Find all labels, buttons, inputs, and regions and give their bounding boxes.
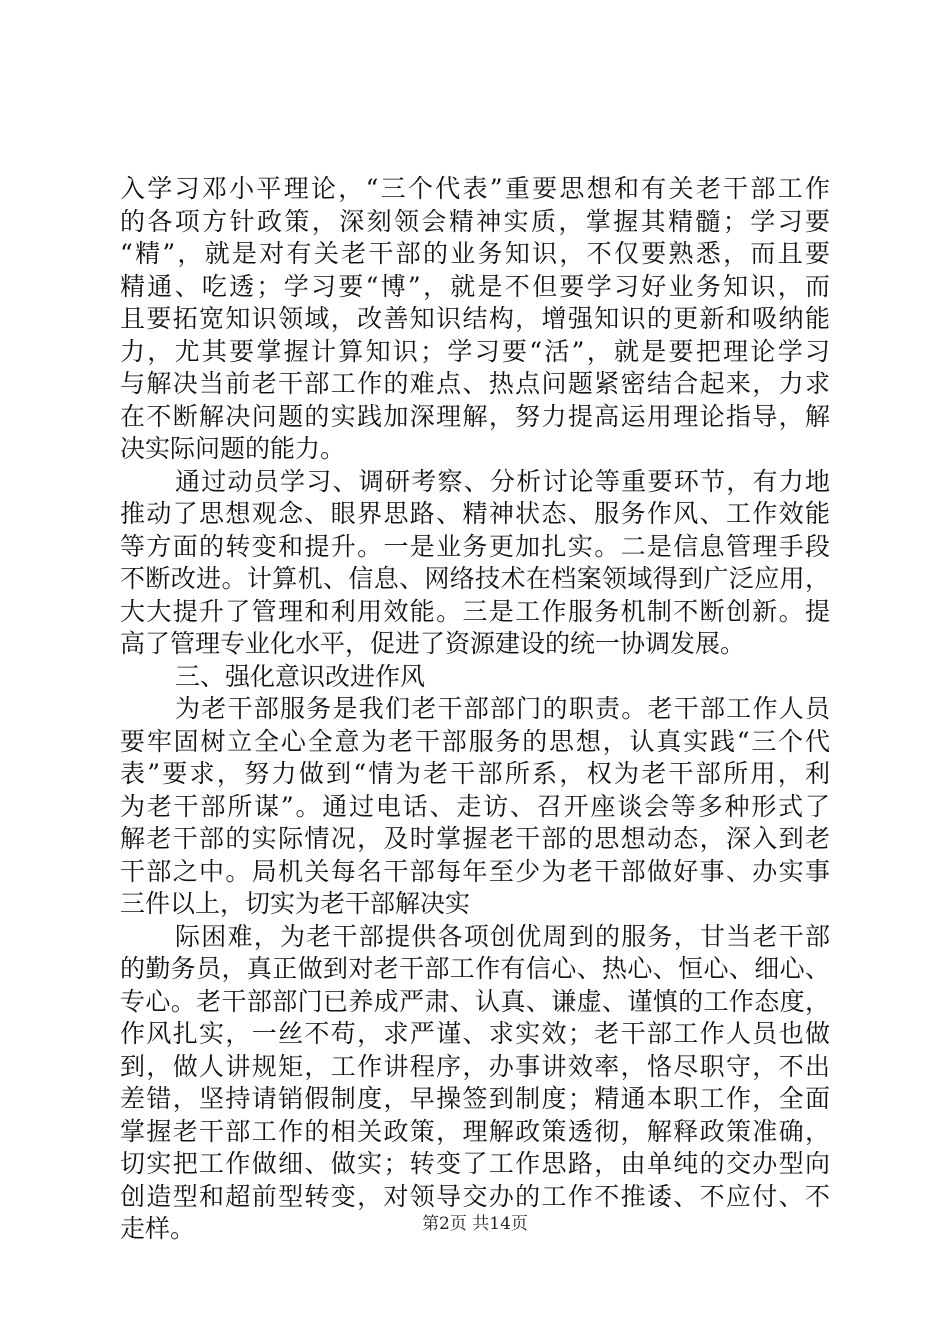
text-line: 入学习邓小平理论，“三个代表”重要思想和有关老干部工作 <box>120 174 830 203</box>
text-line: 力，尤其要掌握计算知识；学习要“活”，就是要把理论学习 <box>120 336 830 366</box>
text-line: 际困难，为老干部提供各项创优周到的服务，甘当老干部 <box>175 921 830 951</box>
text-line: 的各项方针政策，深刻领会精神实质，掌握其精髓；学习要 <box>120 206 830 236</box>
text-line: 解老干部的实际情况，及时掌握老干部的思想动态，深入到老 <box>120 824 830 853</box>
text-line: 到，做人讲规矩，工作讲程序，办事讲效率，恪尽职守，不出 <box>120 1051 830 1081</box>
text-line: 三件以上，切实为老干部解决实 <box>120 889 471 918</box>
document-body <box>120 173 830 1246</box>
text-line: 通过动员学习、调研考察、分析讨论等重要环节，有力地 <box>175 466 830 496</box>
text-line: 作风扎实，一丝不苟，求严谨、求实效；老干部工作人员也做 <box>120 1019 830 1048</box>
text-line: 差错，坚持请销假制度，早操签到制度；精通本职工作，全面 <box>120 1084 830 1113</box>
text-line: “精”，就是对有关老干部的业务知识，不仅要熟悉，而且要 <box>120 239 830 268</box>
text-line: 等方面的转变和提升。一是业务更加扎实。二是信息管理手段 <box>120 531 830 561</box>
text-line: 推动了思想观念、眼界思路、精神状态、服务作风、工作效能 <box>120 499 830 528</box>
text-line: 的勤务员，真正做到对老干部工作有信心、热心、恒心、细心、 <box>120 954 830 983</box>
section-heading: 三、强化意识改进作风 <box>175 661 426 691</box>
text-line: 不断改进。计算机、信息、网络技术在档案领域得到广泛应用， <box>120 564 830 593</box>
text-line: 精通、吃透；学习要“博”，就是不但要学习好业务知识，而 <box>120 271 830 301</box>
text-line: 表”要求，努力做到“情为老干部所系，权为老干部所用，利 <box>120 759 830 788</box>
page-footer: 第2页 共14页 <box>422 1214 528 1234</box>
text-line: 干部之中。局机关每名干部每年至少为老干部做好事、办实事 <box>120 856 830 886</box>
text-line: 要牢固树立全心全意为老干部服务的思想，认真实践“三个代 <box>120 726 830 756</box>
text-line: 为老干部所谋”。通过电话、走访、召开座谈会等多种形式了 <box>120 791 830 821</box>
text-line: 为老干部服务是我们老干部部门的职责。老干部工作人员 <box>175 694 830 723</box>
text-line: 高了管理专业化水平，促进了资源建设的统一协调发展。 <box>120 629 746 658</box>
text-line: 专心。老干部部门已养成严肃、认真、谦虚、谨慎的工作态度， <box>120 986 830 1016</box>
text-line: 在不断解决问题的实践加深理解，努力提高运用理论指导，解 <box>120 401 830 431</box>
text-line: 走样。 <box>120 1214 196 1243</box>
text-line: 与解决当前老干部工作的难点、热点问题紧密结合起来，力求 <box>120 369 830 398</box>
text-line: 大大提升了管理和利用效能。三是工作服务机制不断创新。提 <box>120 596 830 626</box>
text-line: 切实把工作做细、做实；转变了工作思路，由单纯的交办型向 <box>120 1149 830 1178</box>
text-line: 且要拓宽知识领域，改善知识结构，增强知识的更新和吸纳能 <box>120 304 830 333</box>
text-line: 掌握老干部工作的相关政策，理解政策透彻，解释政策准确， <box>120 1116 830 1146</box>
text-line: 创造型和超前型转变，对领导交办的工作不推诿、不应付、不 <box>120 1181 830 1211</box>
text-line: 决实际问题的能力。 <box>120 434 346 463</box>
